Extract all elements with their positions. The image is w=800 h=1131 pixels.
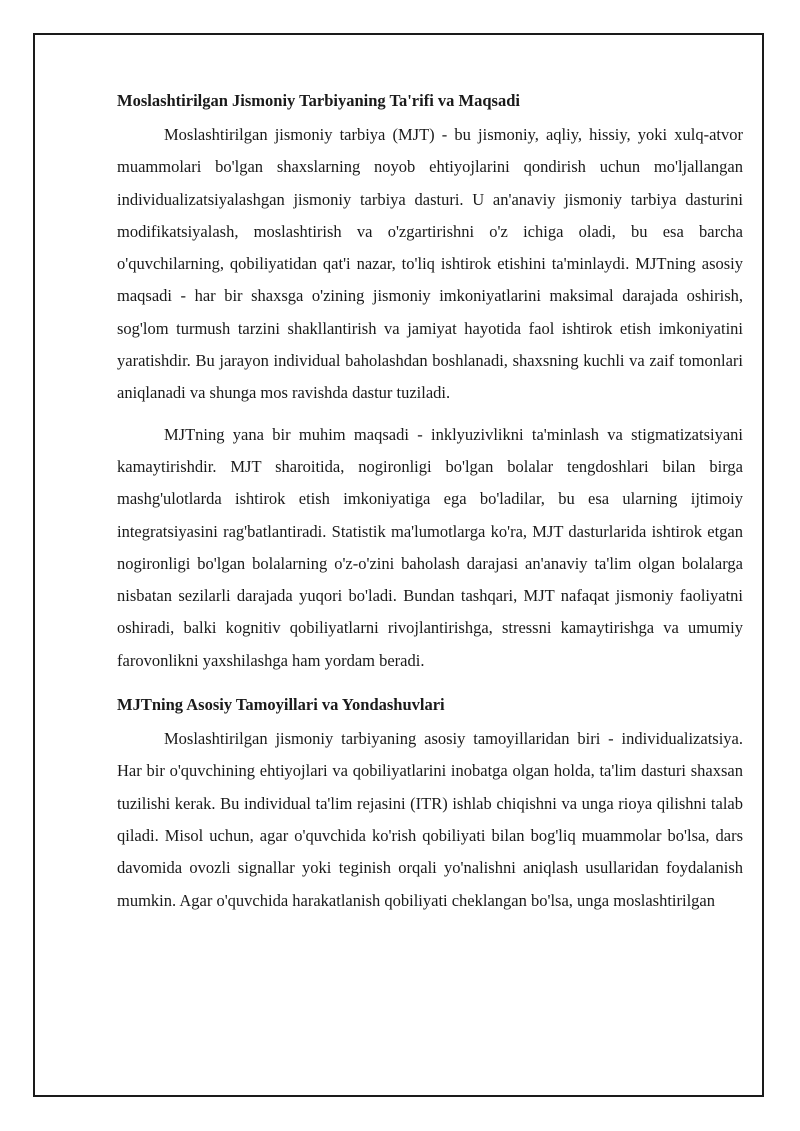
page-frame	[33, 33, 764, 1097]
paragraph-inclusion: MJTning yana bir muhim maqsadi - inklyuzivlikni ta'minlash va stigmatizatsiyani kamaytirishdir. MJT sharoitida, nogironligi bo'lgan bolalar tengdoshlari bilan birga mashg'ulotlarda ishtirok etish imkoniyatiga ega bo'ladilar, bu esa ularning ijtimoiy integratsiyasini rag'batlantiradi. Statistik ma'lumotlarga ko'ra, MJT dasturlarida ishtirok etgan nogironligi bo'lgan bolalarning o'z-o'zini baholash darajasi an'anaviy ta'lim olgan bolalarga nisbatan sezilarli darajada yuqori bo'ladi. Bundan tashqari, MJT nafaqat jismoniy faoliyatni oshiradi, balki kognitiv qobiliyatlarni rivojlantirishga, stressni kamaytirishga va umumiy farovonlikni yaxshilashga ham yordam beradi.	[117, 424, 743, 670]
paragraph-definition: Moslashtirilgan jismoniy tarbiya (MJT) - bu jismoniy, aqliy, hissiy, yoki xulq-atvor muammolari bo'lgan shaxslarning noyob ehtiyojlarini qondirish uchun mo'ljallangan individualizatsiyalashgan jismoniy tarbiya dasturi. U an'anaviy jismoniy tarbiya dasturini modifikatsiyalash, moslashtirish va o'zgartirishni o'z ichiga oladi, bu esa barcha o'quvchilarning, qobiliyatidan qat'i nazar, to'liq ishtirok etishini ta'minlaydi. MJTning asosiy maqsadi - har bir shaxsga o'zining jismoniy imkoniyatlarini maksimal darajada oshirish, sog'lom turmush tarzini shakllantirish va jamiyat hayotida faol ishtirok etish imkoniyatini yaratishdir. Bu jarayon individual baholashdan boshlanadi, shaxsning kuchli va zaif tomonlari aniqlanadi va shunga mos ravishda dastur tuziladi.	[117, 125, 743, 403]
section-heading-principles: MJTning Asosiy Tamoyillari va Yondashuvlari	[117, 695, 445, 715]
paragraph-individualization: Moslashtirilgan jismoniy tarbiyaning asosiy tamoyillaridan biri - individualizatsiya. Har bir o'quvchining ehtiyojlari va qobiliyatlarini inobatga olgan holda, ta'lim dasturi shaxsan tuzilishi kerak. Bu individual ta'lim rejasini (ITR) ishlab chiqishni va unga rioya qilishni talab qiladi. Misol uchun, agar o'quvchida ko'rish qobiliyati bilan bog'liq muammolar bo'lsa, dars davomida ovozli signallar yoki teginish orqali yo'nalishni aniqlash usullaridan foydalanish mumkin. Agar o'quvchida harakatlanish qobiliyati cheklangan bo'lsa, unga moslashtirilgan	[117, 729, 743, 910]
document-body	[117, 89, 743, 917]
section-heading-definition: Moslashtirilgan Jismoniy Tarbiyaning Ta'rifi va Maqsadi	[117, 91, 520, 110]
